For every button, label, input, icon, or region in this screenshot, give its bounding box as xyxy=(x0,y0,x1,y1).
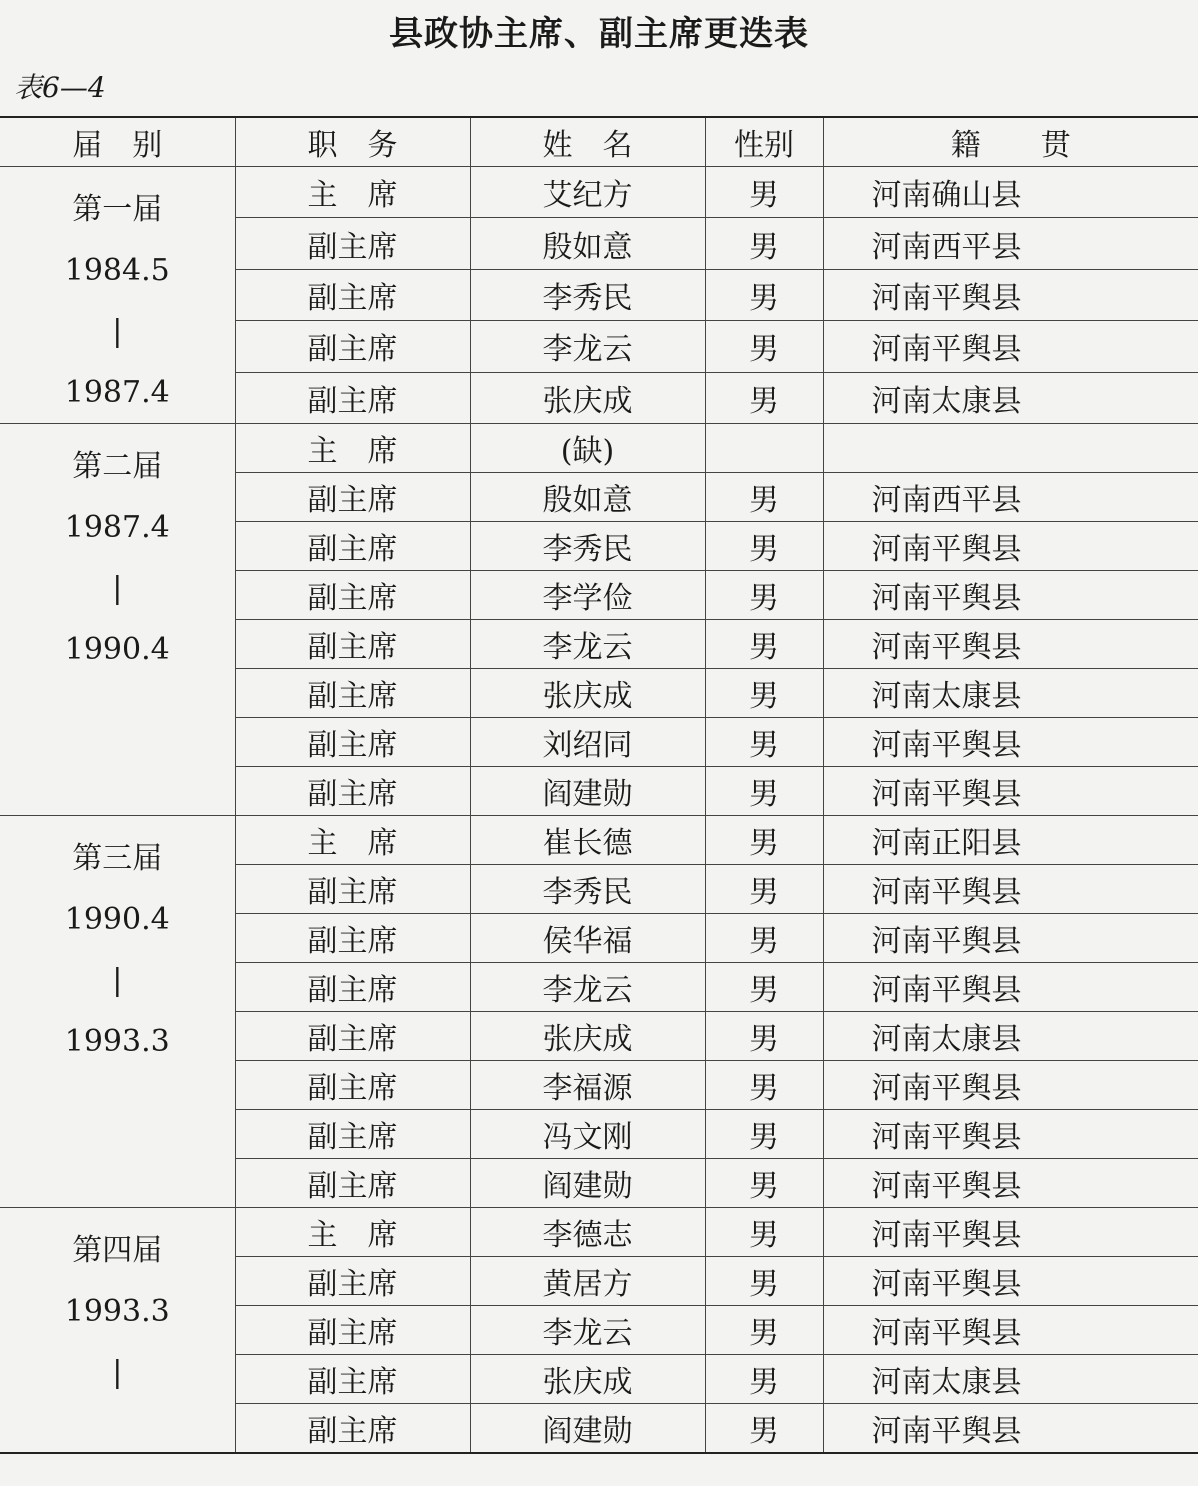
role-cell: 副主席 xyxy=(235,218,470,269)
origin-cell: 河南平舆县 xyxy=(823,1208,1198,1257)
role-cell: 副主席 xyxy=(235,963,470,1012)
table-body xyxy=(0,167,1198,1454)
role-cell: 副主席 xyxy=(235,669,470,718)
name-cell: 李福源 xyxy=(470,1061,705,1110)
role-cell: 副主席 xyxy=(235,269,470,320)
role-cell: 主 席 xyxy=(235,424,470,473)
name-cell: 张庆成 xyxy=(470,669,705,718)
name-cell: 李龙云 xyxy=(470,963,705,1012)
term-term: 第一届 xyxy=(72,192,163,227)
gender-cell xyxy=(705,424,823,473)
name-cell: 李龙云 xyxy=(470,620,705,669)
header-origin: 籍 贯 xyxy=(823,117,1198,167)
name-cell: 黄居方 xyxy=(470,1257,705,1306)
origin-cell: 河南太康县 xyxy=(823,1012,1198,1061)
term-start: 1990.4 xyxy=(64,902,170,937)
role-cell: 副主席 xyxy=(235,522,470,571)
gender-cell: 男 xyxy=(705,1355,823,1404)
term-end: 1987.4 xyxy=(64,375,170,410)
origin-cell: 河南太康县 xyxy=(823,669,1198,718)
gender-cell: 男 xyxy=(705,269,823,320)
origin-cell: 河南太康县 xyxy=(823,1355,1198,1404)
term-sep: | xyxy=(112,963,123,998)
role-cell: 副主席 xyxy=(235,473,470,522)
role-cell: 副主席 xyxy=(235,571,470,620)
table-row xyxy=(0,424,1198,473)
role-cell: 副主席 xyxy=(235,718,470,767)
term-end: 1993.3 xyxy=(64,1024,170,1059)
role-cell: 主 席 xyxy=(235,1208,470,1257)
name-cell: 张庆成 xyxy=(470,372,705,423)
gender-cell: 男 xyxy=(705,1159,823,1208)
table-row xyxy=(0,1208,1198,1257)
role-cell: 主 席 xyxy=(235,816,470,865)
gender-cell: 男 xyxy=(705,571,823,620)
term-cell xyxy=(0,1208,235,1454)
term-term: 第三届 xyxy=(72,841,163,876)
gender-cell: 男 xyxy=(705,1404,823,1454)
origin-cell: 河南平舆县 xyxy=(823,620,1198,669)
gender-cell: 男 xyxy=(705,669,823,718)
role-cell: 副主席 xyxy=(235,1404,470,1454)
role-cell: 副主席 xyxy=(235,1257,470,1306)
origin-cell: 河南平舆县 xyxy=(823,914,1198,963)
name-cell: 崔长德 xyxy=(470,816,705,865)
role-cell: 副主席 xyxy=(235,1110,470,1159)
gender-cell: 男 xyxy=(705,218,823,269)
role-cell: 副主席 xyxy=(235,620,470,669)
gender-cell: 男 xyxy=(705,321,823,372)
name-cell: 殷如意 xyxy=(470,473,705,522)
gender-cell: 男 xyxy=(705,620,823,669)
origin-cell: 河南西平县 xyxy=(823,218,1198,269)
gender-cell: 男 xyxy=(705,865,823,914)
term-term: 第二届 xyxy=(72,449,163,484)
gender-cell: 男 xyxy=(705,718,823,767)
gender-cell: 男 xyxy=(705,473,823,522)
name-cell: 冯文刚 xyxy=(470,1110,705,1159)
name-cell: 李龙云 xyxy=(470,1306,705,1355)
gender-cell: 男 xyxy=(705,1257,823,1306)
origin-cell: 河南太康县 xyxy=(823,372,1198,423)
origin-cell: 河南平舆县 xyxy=(823,1159,1198,1208)
term-cell xyxy=(0,167,235,424)
origin-cell: 河南平舆县 xyxy=(823,1257,1198,1306)
term-term: 第四届 xyxy=(72,1233,163,1268)
name-cell: 李秀民 xyxy=(470,522,705,571)
table-title: 县政协主席、副主席更迭表 xyxy=(389,14,809,54)
header-gender: 性别 xyxy=(705,117,823,167)
gender-cell: 男 xyxy=(705,963,823,1012)
origin-cell: 河南平舆县 xyxy=(823,1061,1198,1110)
header-row xyxy=(0,117,1198,167)
name-cell: 阎建勋 xyxy=(470,1404,705,1454)
origin-cell: 河南平舆县 xyxy=(823,1306,1198,1355)
origin-cell xyxy=(823,424,1198,473)
origin-cell: 河南正阳县 xyxy=(823,816,1198,865)
role-cell: 副主席 xyxy=(235,321,470,372)
name-cell: 张庆成 xyxy=(470,1012,705,1061)
origin-cell: 河南平舆县 xyxy=(823,963,1198,1012)
name-cell: 侯华福 xyxy=(470,914,705,963)
gender-cell: 男 xyxy=(705,1061,823,1110)
origin-cell: 河南平舆县 xyxy=(823,767,1198,816)
role-cell: 副主席 xyxy=(235,914,470,963)
gender-cell: 男 xyxy=(705,1110,823,1159)
table-number: 表6—4 xyxy=(14,71,106,104)
header-term: 届 别 xyxy=(0,117,235,167)
origin-cell: 河南平舆县 xyxy=(823,522,1198,571)
name-cell: 刘绍同 xyxy=(470,718,705,767)
gender-cell: 男 xyxy=(705,1208,823,1257)
name-cell: 殷如意 xyxy=(470,218,705,269)
term-sep: | xyxy=(112,571,123,606)
term-start: 1984.5 xyxy=(64,253,170,288)
term-start: 1987.4 xyxy=(64,510,170,545)
term-cell xyxy=(0,816,235,1208)
name-cell: 张庆成 xyxy=(470,1355,705,1404)
name-cell: 阎建勋 xyxy=(470,767,705,816)
term-sep: | xyxy=(112,314,123,349)
chairman-table xyxy=(0,116,1198,1454)
name-cell: 艾纪方 xyxy=(470,167,705,218)
name-cell: 李秀民 xyxy=(470,269,705,320)
header-name: 姓 名 xyxy=(470,117,705,167)
term-start: 1993.3 xyxy=(64,1294,170,1329)
name-cell: 李德志 xyxy=(470,1208,705,1257)
name-cell: 李龙云 xyxy=(470,321,705,372)
name-cell: 阎建勋 xyxy=(470,1159,705,1208)
origin-cell: 河南平舆县 xyxy=(823,571,1198,620)
origin-cell: 河南平舆县 xyxy=(823,865,1198,914)
role-cell: 副主席 xyxy=(235,1061,470,1110)
name-cell: 李学俭 xyxy=(470,571,705,620)
origin-cell: 河南平舆县 xyxy=(823,1404,1198,1454)
role-cell: 副主席 xyxy=(235,1159,470,1208)
gender-cell: 男 xyxy=(705,1012,823,1061)
term-sep: | xyxy=(112,1355,123,1390)
origin-cell: 河南平舆县 xyxy=(823,269,1198,320)
origin-cell: 河南平舆县 xyxy=(823,1110,1198,1159)
origin-cell: 河南西平县 xyxy=(823,473,1198,522)
gender-cell: 男 xyxy=(705,522,823,571)
role-cell: 副主席 xyxy=(235,1355,470,1404)
table-row xyxy=(0,167,1198,218)
origin-cell: 河南确山县 xyxy=(823,167,1198,218)
gender-cell: 男 xyxy=(705,816,823,865)
term-end: 1990.4 xyxy=(64,632,170,667)
table-row xyxy=(0,816,1198,865)
gender-cell: 男 xyxy=(705,167,823,218)
name-cell: 李秀民 xyxy=(470,865,705,914)
role-cell: 副主席 xyxy=(235,865,470,914)
origin-cell: 河南平舆县 xyxy=(823,321,1198,372)
role-cell: 副主席 xyxy=(235,767,470,816)
role-cell: 主 席 xyxy=(235,167,470,218)
gender-cell: 男 xyxy=(705,914,823,963)
origin-cell: 河南平舆县 xyxy=(823,718,1198,767)
role-cell: 副主席 xyxy=(235,1306,470,1355)
gender-cell: 男 xyxy=(705,767,823,816)
gender-cell: 男 xyxy=(705,372,823,423)
header-role: 职 务 xyxy=(235,117,470,167)
gender-cell: 男 xyxy=(705,1306,823,1355)
term-cell xyxy=(0,424,235,816)
name-cell: (缺) xyxy=(470,424,705,473)
role-cell: 副主席 xyxy=(235,372,470,423)
role-cell: 副主席 xyxy=(235,1012,470,1061)
